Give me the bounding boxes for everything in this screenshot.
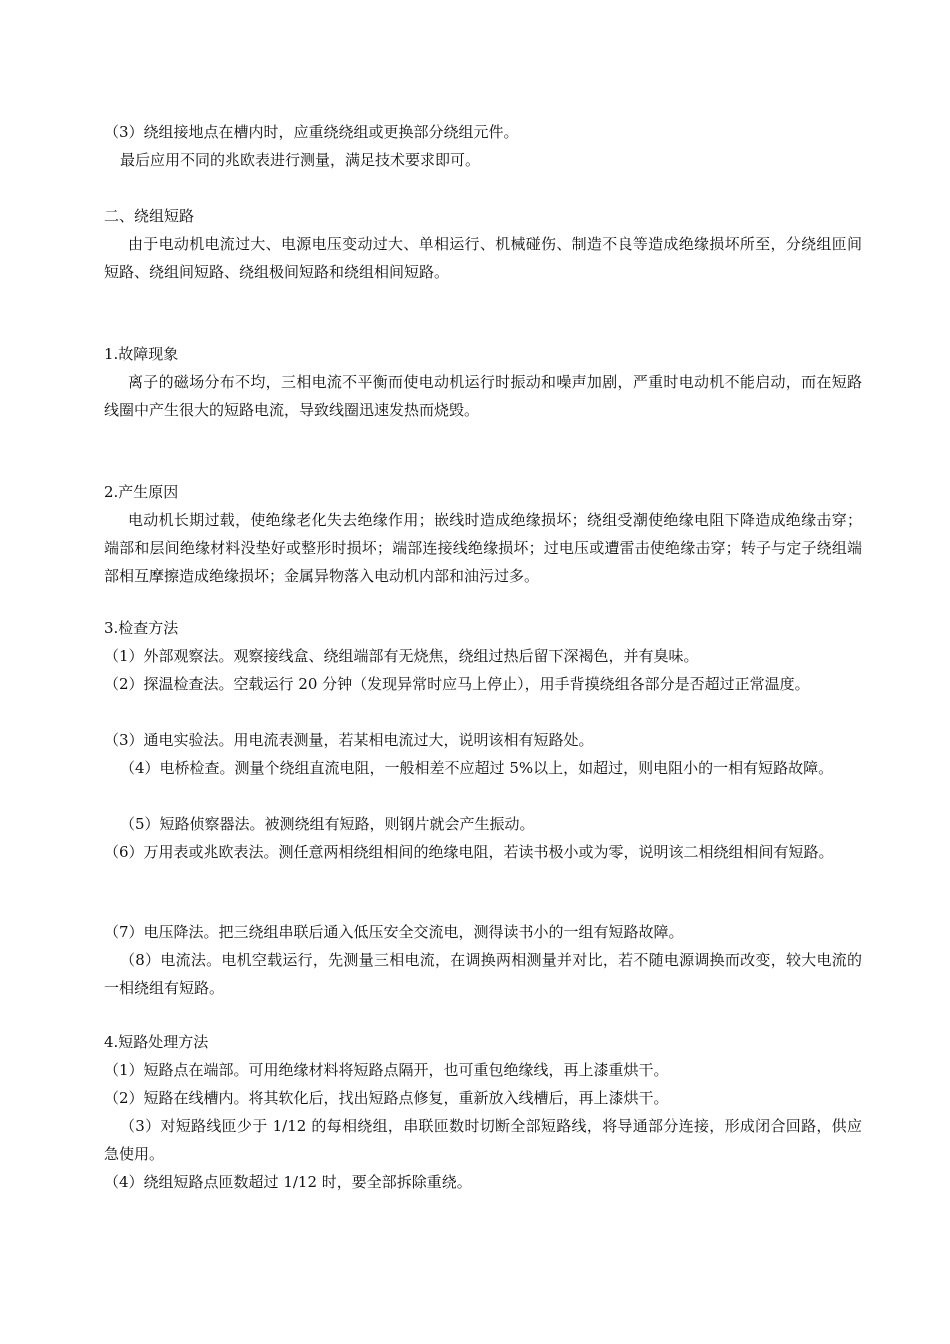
check-method-5: （5）短路侦察器法。被测绕组有短路，则钢片就会产生振动。 [120, 815, 535, 833]
section-2-heading: 二、绕组短路 [104, 207, 195, 225]
subsection-1-body: 离子的磁场分布不均，三相电流不平衡而使电动机运行时振动和噪声加剧，严重时电动机不能启动，而在短路线圈中产生很大的短路电流，导致线圈迅速发热而烧毁。 [104, 373, 862, 419]
check-method-2: （2）探温检查法。空载运行 20 分钟（发现异常时应马上停止），用手背摸绕组各部分是否超过正常温度。 [104, 675, 810, 693]
check-method-7: （7）电压降法。把三绕组串联后通入低压安全交流电，测得读书小的一组有短路故障。 [104, 923, 684, 941]
repair-method-1: （1）短路点在端部。可用绝缘材料将短路点隔开，也可重包绝缘线，再上漆重烘干。 [104, 1061, 669, 1079]
paragraph-intro-3: （3）绕组接地点在槽内时，应重绕绕组或更换部分绕组元件。 [104, 123, 519, 141]
subsection-4-heading: 4.短路处理方法 [104, 1033, 209, 1051]
check-method-6: （6）万用表或兆欧表法。测任意两相绕组相间的绝缘电阻，若读书极小或为零，说明该二相绕组相间有短路。 [104, 843, 834, 861]
check-method-3: （3）通电实验法。用电流表测量，若某相电流过大，说明该相有短路处。 [104, 731, 594, 749]
repair-method-4: （4）绕组短路点匝数超过 1/12 时，要全部拆除重绕。 [104, 1173, 472, 1191]
check-method-1: （1）外部观察法。观察接线盒、绕组端部有无烧焦，绕组过热后留下深褐色，并有臭味。 [104, 647, 699, 665]
subsection-1-heading: 1.故障现象 [104, 345, 179, 363]
section-2-body: 由于电动机电流过大、电源电压变动过大、单相运行、机械碰伤、制造不良等造成绝缘损坏所至，分绕组匝间短路、绕组间短路、绕组极间短路和绕组相间短路。 [104, 235, 862, 281]
subsection-2-body: 电动机长期过载，使绝缘老化失去绝缘作用；嵌线时造成绝缘损坏；绕组受潮使绝缘电阻下降造成绝缘击穿；端部和层间绝缘材料没垫好或整形时损坏；端部连接线绝缘损坏；过电压或遭雷击使绝缘击穿；转子与定子绕组端部相互摩擦造成绝缘损坏；金属异物落入电动机内部和油污过多。 [104, 511, 862, 585]
repair-method-2: （2）短路在线槽内。将其软化后，找出短路点修复，重新放入线槽后，再上漆烘干。 [104, 1089, 669, 1107]
repair-method-3: （3）对短路线匝少于 1/12 的每相绕组，串联匝数时切断全部短路线，将导通部分连接，形成闭合回路，供应急使用。 [104, 1117, 862, 1163]
subsection-2-heading: 2.产生原因 [104, 483, 179, 501]
check-method-4: （4）电桥检查。测量个绕组直流电阻，一般相差不应超过 5%以上，如超过，则电阻小的一相有短路故障。 [120, 759, 834, 777]
subsection-3-heading: 3.检查方法 [104, 619, 179, 637]
check-method-8: （8）电流法。电机空载运行，先测量三相电流，在调换两相测量并对比，若不随电源调换而改变，较大电流的一相绕组有短路。 [104, 951, 862, 997]
paragraph-intro-final: 最后应用不同的兆欧表进行测量，满足技术要求即可。 [120, 151, 481, 169]
